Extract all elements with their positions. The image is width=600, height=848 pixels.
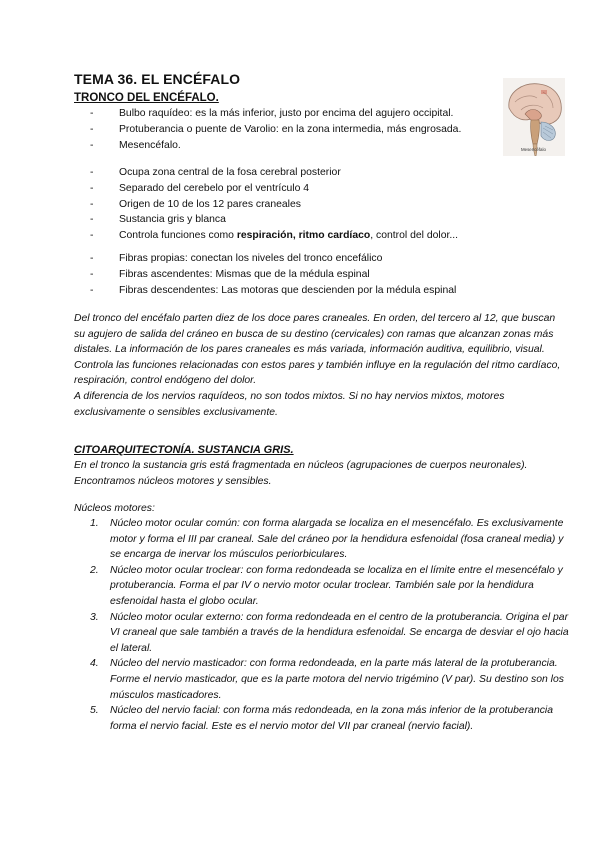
fibers-list bbox=[90, 251, 456, 298]
list-item bbox=[90, 656, 570, 703]
list-item: - Separado del cerebelo por el ventrículo 4 bbox=[90, 181, 458, 197]
list-item: - Fibras propias: conectan los niveles del tronco encefálico bbox=[90, 251, 456, 267]
list-item bbox=[90, 703, 570, 734]
list-item: - Ocupa zona central de la fosa cerebral posterior bbox=[90, 165, 458, 181]
motor-nuclei-list bbox=[90, 516, 570, 734]
list-item-text: Núcleo motor ocular externo: con forma redondeada en el centro de la protuberancia. Origina el par VI craneal que sale también a través de la hendidura esfenoidal. Se encarga de desviar el ojo hacia el lateral. bbox=[110, 611, 569, 654]
list-item-text: Núcleo del nervio facial: con forma más redondeada, en la zona más inferior de la protuberancia forma el nervio facial. Este es el nervio motor del VII par craneal (nervio facial). bbox=[110, 705, 554, 732]
list-item-text: Núcleo motor ocular troclear: con forma redondeada se localiza en el límite entre el mesencéfalo y protuberancia. Forma el par IV o nervio motor ocular troclear. También sale por la hendidura esfenoidal hasta el globo ocular. bbox=[110, 564, 563, 607]
list-number: 5. bbox=[90, 705, 99, 717]
list-item-bold-text: respiración, ritmo cardíaco bbox=[236, 230, 371, 242]
brainstem-parts-list bbox=[90, 106, 461, 153]
list-item: - Fibras ascendentes: Mismas que de la médula espinal bbox=[90, 267, 456, 283]
page-title: TEMA 36. EL ENCÉFALO bbox=[74, 71, 241, 87]
cranial-nerves-paragraph bbox=[74, 311, 566, 420]
image-caption: Mesencéfalo bbox=[521, 147, 546, 152]
brainstem-anatomy-illustration bbox=[503, 78, 565, 156]
list-item-text: , control del dolor... bbox=[370, 230, 459, 242]
list-item: - Protuberancia o puente de Varolio: en la zona intermedia, más engrosada. bbox=[90, 122, 461, 138]
list-number: 4. bbox=[90, 658, 99, 670]
paragraph-text: A diferencia de los nervios raquídeos, no son todos mixtos. Si no hay nervios mixtos, motores exclusivamente o sensibles exclusivamente. bbox=[74, 390, 505, 418]
list-item bbox=[90, 516, 570, 563]
list-item bbox=[90, 228, 458, 244]
list-item bbox=[90, 610, 570, 657]
list-number: 2. bbox=[90, 564, 99, 576]
list-item-text: Controla funciones como bbox=[119, 230, 237, 242]
list-number: 3. bbox=[90, 611, 99, 623]
list-item: - Sustancia gris y blanca bbox=[90, 212, 458, 228]
section-subtitle: TRONCO DEL ENCÉFALO. bbox=[74, 92, 219, 104]
list-number: 1. bbox=[90, 518, 99, 529]
list-item: - Fibras descendentes: Las motoras que descienden por la médula espinal bbox=[90, 283, 456, 299]
motor-nuclei-label: Núcleos motores: bbox=[74, 503, 155, 514]
list-item bbox=[90, 563, 570, 610]
paragraph-text: Del tronco del encéfalo parten diez de los doce pares craneales. En orden, del tercero al 12, que buscan su agujero de salida del cráneo en busca de su destino (cervicales) con ramas que alcanzan zonas más distales. La información de los pares craneales es más variada, información auditiva, equilibrio, visual. Controla las funciones relacionadas con estos pares y también influye en la regulación del ritmo cardíaco, respiración, control endógeno del dolor. bbox=[74, 313, 561, 387]
list-item: - Mesencéfalo. bbox=[90, 138, 461, 154]
brainstem-features-list bbox=[90, 165, 458, 244]
list-item-text: Núcleo del nervio masticador: con forma redondeada, en la parte más lateral de la protuberancia. Forme el nervio masticador, que es la parte motora del nervio trigémino (V par). Su destino son los músculos masticadores. bbox=[110, 658, 564, 701]
list-item: - Bulbo raquídeo: es la más inferior, justo por encima del agujero occipital. bbox=[90, 106, 461, 122]
section-heading: CITOARQUITECTONÍA. SUSTANCIA GRIS. bbox=[74, 444, 294, 456]
list-item-text: Núcleo motor ocular común: con forma alargada se localiza en el mesencéfalo. Es exclusivamente motor y forma el III par craneal. Sale del cráneo por la hendidura esfenoidal (fosa craneal media) y se encarga de inervar los músculos periorbiculares. bbox=[110, 518, 564, 561]
list-item: - Origen de 10 de los 12 pares craneales bbox=[90, 197, 458, 213]
gray-matter-paragraph: En el tronco la sustancia gris está fragmentada en núcleos (agrupaciones de cuerpos neuronales). Encontramos núcleos motores y sensibles. bbox=[74, 460, 528, 487]
